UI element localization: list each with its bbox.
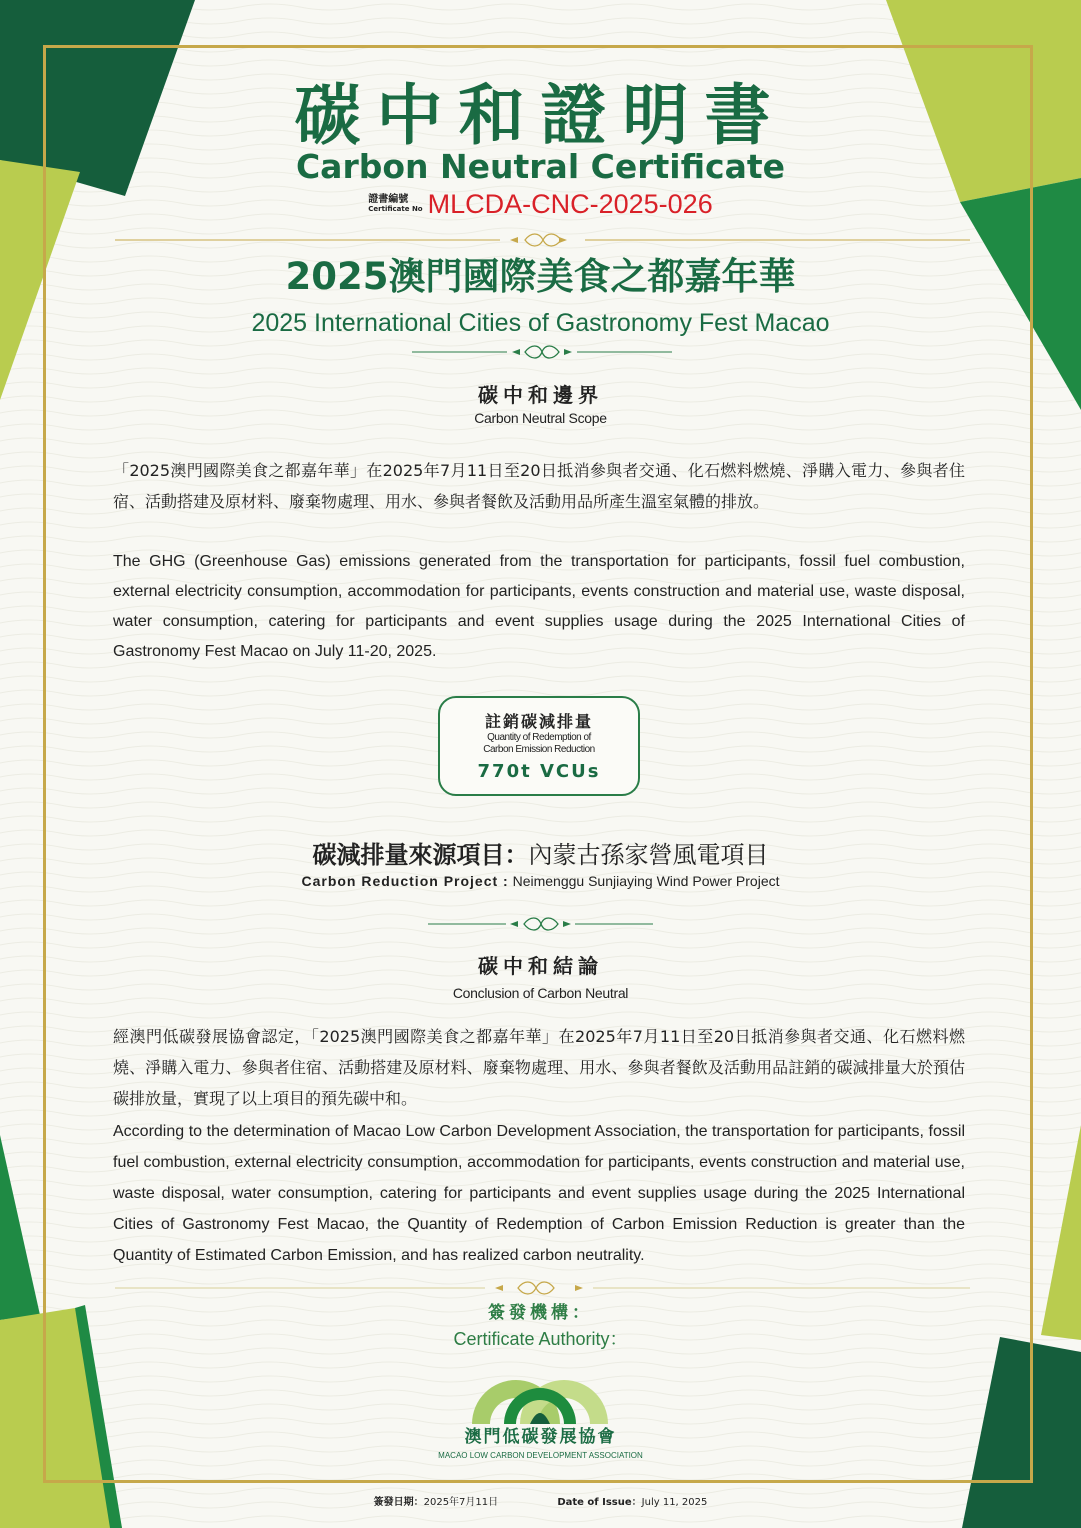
event-title-en: 2025 International Cities of Gastronomy Fest Macao [251,309,830,337]
project-label-zh: 碳減排量來源項目： [312,841,529,869]
authority-label-zh: 簽發機構： [488,1303,593,1323]
redemption-label-en-2: Carbon Emission Reduction [483,744,595,755]
project-label-en: Carbon Reduction Project : [301,873,509,889]
redemption-label-zh: 註銷碳減排量 [484,712,593,731]
organization-name-en: MACAO LOW CARBON DEVELOPMENT ASSOCIATION [438,1451,643,1460]
ornament-divider [115,1280,970,1296]
organization-name-zh: 澳門低碳發展協會 [464,1427,617,1447]
authority-label-en: Certificate Authority： [453,1329,628,1349]
certificate-number-row [0,186,1081,221]
conclusion-text-en: According to the determination of Macao Low Carbon Development Association, the transportation for participants, fossil fuel combustion, external electricity consumption, accommodation for participants, events construction and material use, waste disposal, water consumption, catering for participants and event supplies usage during the 2025 International Cities of Gastronomy Fest Macao, the Quantity of Redemption of Carbon Emission Reduction is greater than the Quantity of Estimated Carbon Emission, and has realized carbon neutrality. [113,1123,965,1264]
certificate-title-zh: 碳中和證明書 [294,77,787,154]
scope-heading-en: Carbon Neutral Scope [474,410,607,426]
event-title-zh: 2025澳門國際美食之都嘉年華 [285,255,796,298]
scope-text-en: The GHG (Greenhouse Gas) emissions generated from the transportation for participants, fossil fuel combustion, external electricity consumption, accommodation for participants, events construction and material use, waste disposal, water consumption, catering for participants and event supplies usage during the 2025 International Cities of Gastronomy Fest Macao on July 11-20, 2025. [113,553,965,660]
scope-text-zh: 「2025澳門國際美食之都嘉年華」在2025年7月11日至20日抵消參與者交通、化石燃料燃燒、淨購入電力、參與者住宿、活動搭建及原材料、廢棄物處理、用水、參與者餐飲及活動用品所產生溫室氣體的排放。 [113,461,965,511]
issue-label-zh: 簽發日期： [373,1497,424,1508]
issue-date-value-zh: 2025年7月11日 [423,1497,499,1508]
project-value-zh: 內蒙古孫家營風電項目 [528,841,769,869]
redemption-value: 770t VCUs [477,761,601,782]
issue-date-value-en: July 11, 2025 [641,1497,708,1508]
certificate-number-label [368,194,422,214]
conclusion-heading-zh: 碳中和結論 [478,954,603,978]
issue-date-zh [374,1496,499,1510]
cert-no-label-en: Certificate No [368,204,423,213]
conclusion-text-zh: 經澳門低碳發展協會認定，「2025澳門國際美食之都嘉年華」在2025年7月11日至20日抵消參與者交通、化石燃料燃燒、淨購入電力、參與者住宿、活動搭建及原材料、廢棄物處理、用水、參與者餐飲及活動用品註銷的碳減排量大於預估碳排放量，實現了以上項目的預先碳中和。 [113,1027,965,1108]
redemption-label-en-1: Quantity of Redemption of [487,732,591,743]
issue-date-en [557,1496,707,1510]
project-row-zh [0,840,1081,870]
project-value-en: Neimenggu Sunjiaying Wind Power Project [512,873,780,889]
certificate-number: MLCDA-CNC-2025-026 [427,188,713,219]
redemption-box [438,696,640,796]
cert-no-label-zh: 證書編號 [368,193,409,205]
ornament-divider [115,232,970,248]
project-row-en [0,872,1081,890]
issue-date-row [0,1496,1081,1510]
ornament-divider [412,344,672,360]
mlcda-logo-icon [462,1362,618,1426]
certificate-title-en: Carbon Neutral Certificate [295,147,786,186]
issue-label-en: Date of Issue： [557,1497,642,1508]
ornament-divider [428,916,653,932]
scope-heading-zh: 碳中和邊界 [478,383,603,407]
conclusion-heading-en: Conclusion of Carbon Neutral [452,985,629,1001]
